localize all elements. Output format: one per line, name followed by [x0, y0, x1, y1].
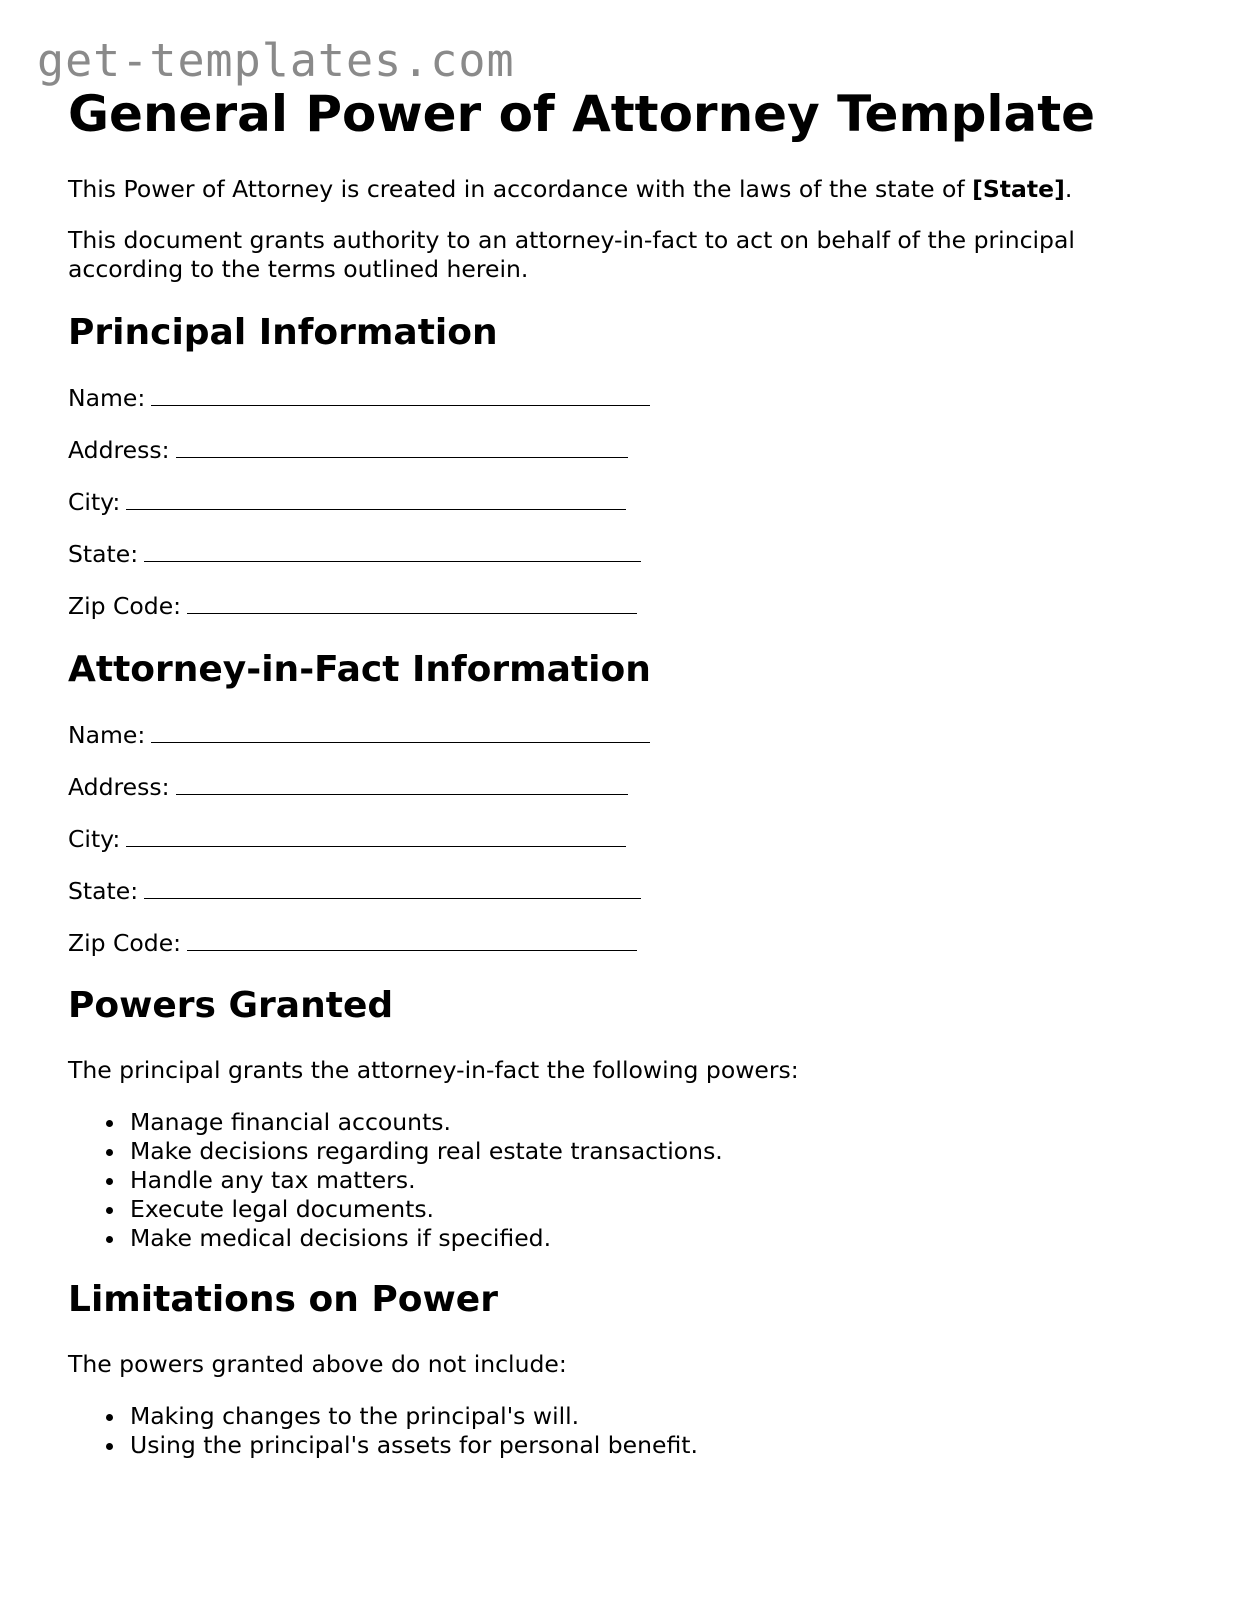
principal-name-field[interactable] — [68, 383, 650, 413]
powers-list — [68, 1108, 723, 1253]
attorney-heading: Attorney-in-Fact Information — [68, 649, 651, 690]
attorney-name-field[interactable] — [68, 720, 650, 750]
governing-law-period: . — [1064, 175, 1073, 203]
list-item: Making changes to the principal's will. — [130, 1402, 698, 1431]
attorney-address-label: Address: — [68, 773, 170, 801]
list-item: Manage financial accounts. — [130, 1108, 723, 1137]
state-placeholder: [State] — [972, 175, 1065, 203]
principal-state-blank[interactable] — [144, 539, 641, 562]
attorney-state-label: State: — [68, 877, 139, 905]
governing-law-text: This Power of Attorney is created in accordance with the laws of the state of — [68, 175, 973, 203]
attorney-zip-blank[interactable] — [187, 928, 637, 951]
principal-zip-label: Zip Code: — [68, 592, 182, 620]
attorney-city-field[interactable] — [68, 824, 626, 854]
principal-city-field[interactable] — [68, 487, 626, 517]
powers-heading: Powers Granted — [68, 985, 394, 1026]
powers-intro: The principal grants the attorney-in-fact the following powers: — [68, 1056, 799, 1084]
attorney-address-blank[interactable] — [176, 772, 628, 795]
list-item: Execute legal documents. — [130, 1195, 723, 1224]
attorney-zip-label: Zip Code: — [68, 929, 182, 957]
principal-state-label: State: — [68, 540, 139, 568]
attorney-city-label: City: — [68, 825, 121, 853]
attorney-state-blank[interactable] — [144, 876, 641, 899]
limitations-intro: The powers granted above do not include: — [68, 1350, 567, 1378]
watermark: get-templates.com — [37, 34, 515, 87]
principal-heading: Principal Information — [68, 312, 498, 353]
list-item: Make decisions regarding real estate transactions. — [130, 1137, 723, 1165]
authority-paragraph: This document grants authority to an attorney-in-fact to act on behalf of the principal according to the terms outlined herein. — [68, 226, 1075, 283]
principal-address-label: Address: — [68, 436, 170, 464]
principal-zip-blank[interactable] — [187, 591, 637, 614]
attorney-city-blank[interactable] — [126, 824, 626, 847]
limitations-heading: Limitations on Power — [68, 1279, 498, 1320]
principal-name-label: Name: — [68, 384, 146, 412]
attorney-address-field[interactable] — [68, 772, 628, 802]
document-title: General Power of Attorney Template — [68, 85, 1096, 143]
attorney-zip-field[interactable] — [68, 928, 637, 958]
principal-city-label: City: — [68, 488, 121, 516]
principal-address-field[interactable] — [68, 435, 628, 465]
attorney-state-field[interactable] — [68, 876, 641, 906]
list-item: Using the principal's assets for personal benefit. — [130, 1431, 698, 1459]
principal-name-blank[interactable] — [151, 383, 650, 406]
governing-law-paragraph — [68, 175, 1188, 204]
principal-zip-field[interactable] — [68, 591, 637, 621]
principal-state-field[interactable] — [68, 539, 641, 569]
principal-address-blank[interactable] — [176, 435, 628, 458]
principal-city-blank[interactable] — [126, 487, 626, 510]
limitations-list — [68, 1402, 698, 1460]
list-item: Make medical decisions if specified. — [130, 1224, 723, 1253]
list-item: Handle any tax matters. — [130, 1166, 723, 1195]
attorney-name-label: Name: — [68, 721, 146, 749]
attorney-name-blank[interactable] — [151, 720, 650, 743]
